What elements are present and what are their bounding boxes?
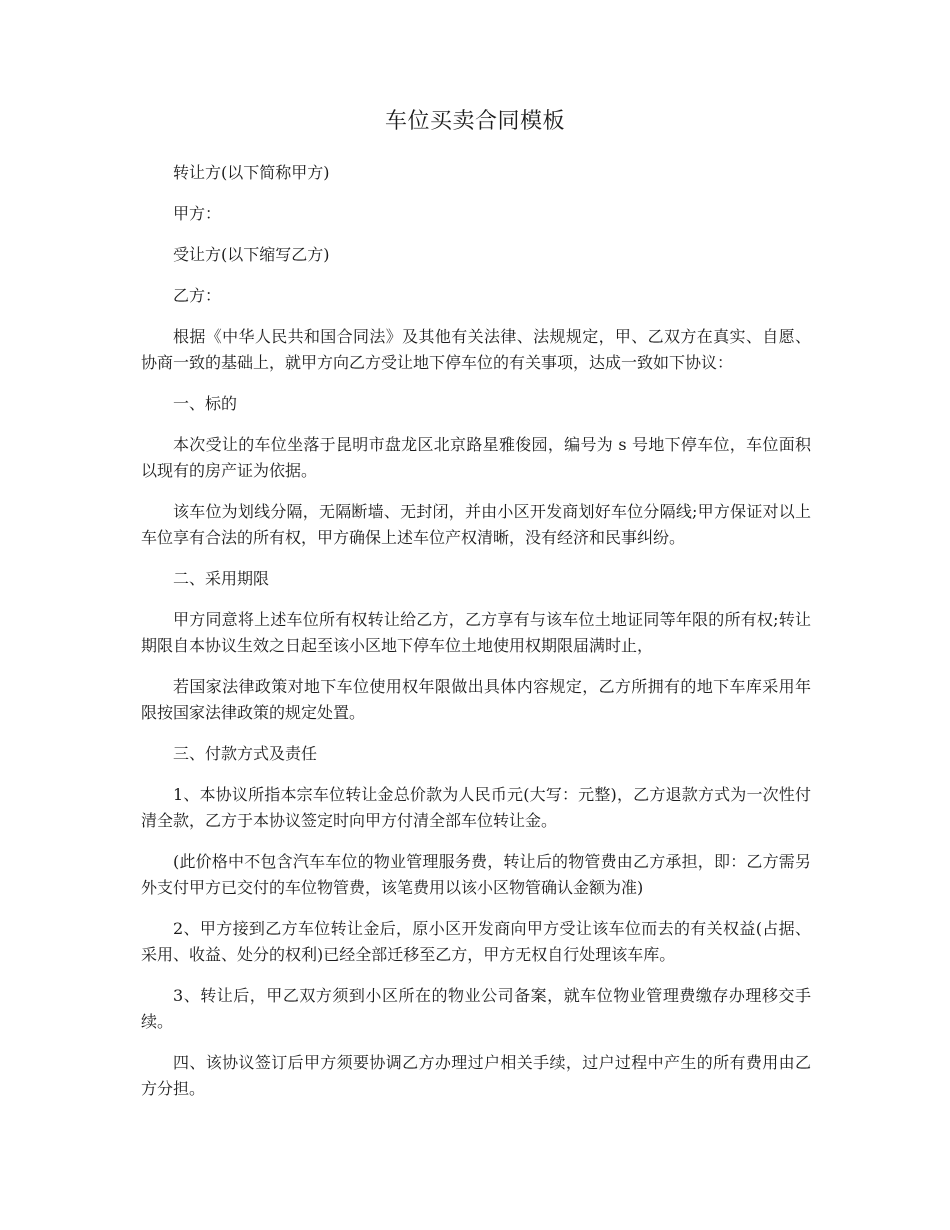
term-paragraph-policy: 若国家法律政策对地下车位使用权年限做出具体内容规定，乙方所拥有的地下车库采用年限按国家法律政策的规定处置。 (141, 677, 811, 722)
subject-paragraph-location: 本次受让的车位坐落于昆明市盘龙区北京路星雅俊园，编号为 s 号地下停车位，车位面积以现有的房产证为依据。 (141, 435, 811, 480)
preamble-paragraph: 根据《中华人民共和国合同法》及其他有关法律、法规规定，甲、乙双方在真实、自愿、协商一致的基础上，就甲方向乙方受让地下停车位的有关事项，达成一致如下协议： (141, 327, 811, 372)
document-title: 车位买卖合同模板 (384, 109, 565, 134)
payment-clause-1: 1、本协议所指本宗车位转让金总价款为人民币元(大写：元整)，乙方退款方式为一次性付清全款，乙方于本协议签定时向甲方付清全部车位转让金。 (141, 785, 811, 830)
party-a-heading: 转让方(以下简称甲方) (173, 163, 330, 182)
payment-clause-3: 3、转让后，甲乙双方须到小区所在的物业公司备案，就车位物业管理费缴存办理移交手续。 (141, 986, 811, 1031)
party-b-field: 乙方： (173, 286, 222, 305)
section-paragraph-transfer-fees: 四、该协议签订后甲方须要协调乙方办理过户相关手续，过户过程中产生的所有费用由乙方分担。 (141, 1053, 811, 1098)
document-body (141, 160, 811, 1117)
party-a-field: 甲方： (173, 204, 222, 223)
payment-clause-note: (此价格中不包含汽车车位的物业管理服务费，转让后的物管费由乙方承担，即：乙方需另外支付甲方已交付的车位物管费，该笔费用以该小区物管确认金额为准) (141, 852, 811, 897)
subject-paragraph-ownership: 该车位为划线分隔，无隔断墙、无封闭，并由小区开发商划好车位分隔线;甲方保证对以上车位享有合法的所有权，甲方确保上述车位产权清晰，没有经济和民事纠纷。 (141, 502, 811, 547)
payment-clause-2: 2、甲方接到乙方车位转让金后，原小区开发商向甲方受让该车位而去的有关权益(占据、采用、收益、处分的权利)已经全部迁移至乙方，甲方无权自行处理该车库。 (141, 919, 811, 964)
section-heading-payment: 三、付款方式及责任 (173, 744, 318, 763)
term-paragraph-transfer: 甲方同意将上述车位所有权转让给乙方，乙方享有与该车位土地证同等年限的所有权;转让期限自本协议生效之日起至该小区地下停车位土地使用权期限届满时止， (141, 610, 811, 655)
section-heading-term: 二、采用期限 (173, 569, 270, 588)
party-b-heading: 受让方(以下缩写乙方) (173, 245, 330, 264)
section-heading-subject: 一、标的 (173, 394, 238, 413)
